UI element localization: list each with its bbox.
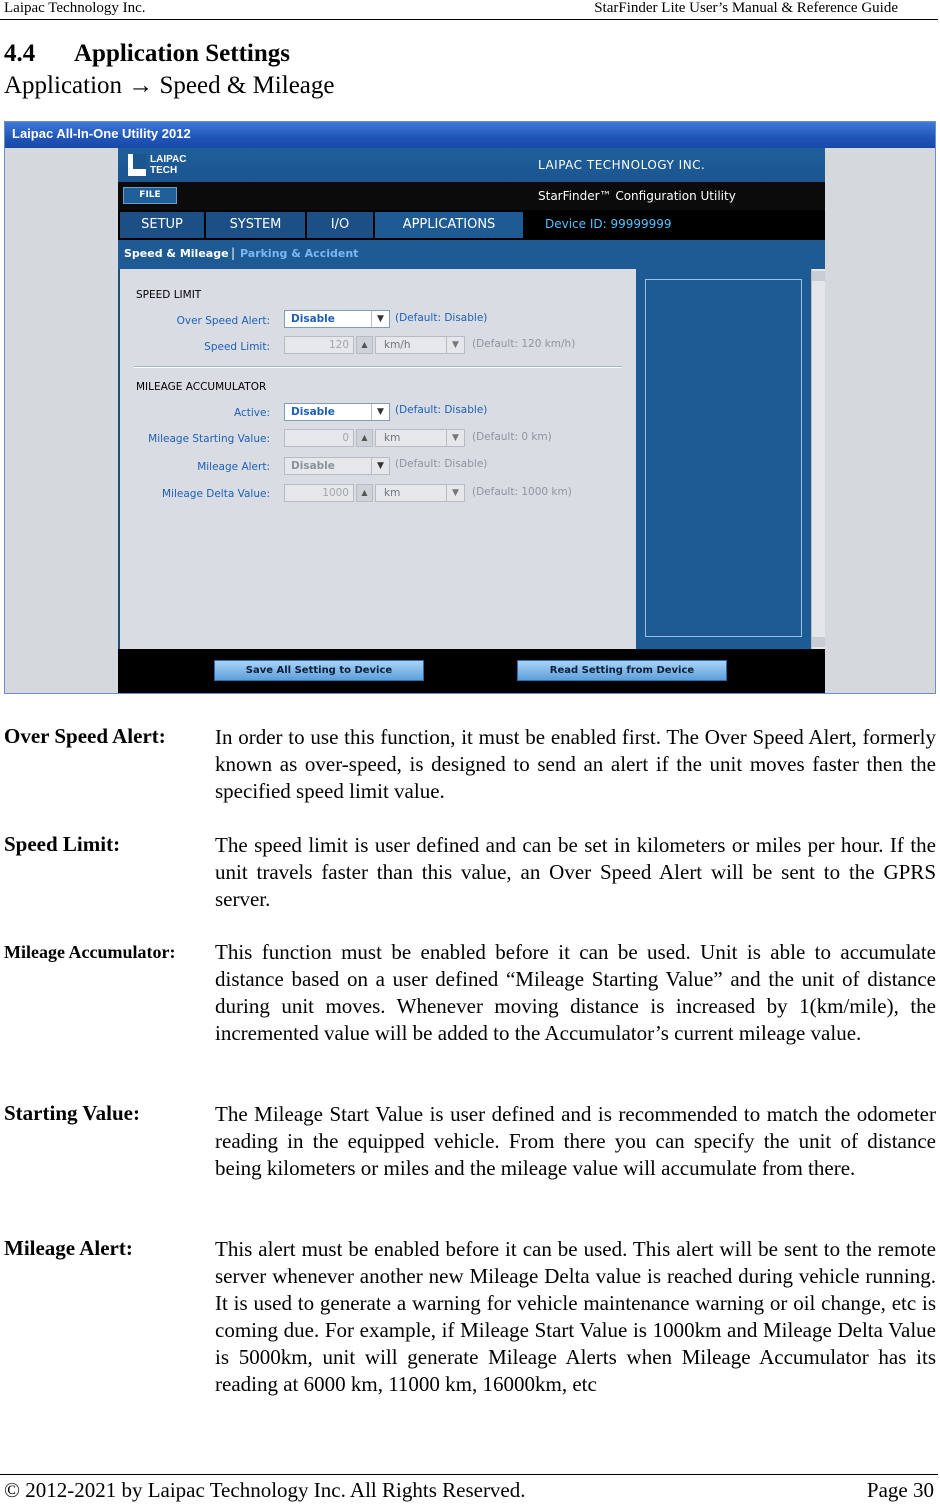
term-mileage-accumulator: Mileage Accumulator: xyxy=(4,942,176,962)
tab-setup[interactable]: SETUP xyxy=(120,212,204,238)
side-panel xyxy=(636,269,811,649)
speed-limit-default: (Default: 120 km/h) xyxy=(472,338,576,350)
file-menu-button[interactable]: FILE xyxy=(123,187,177,204)
active-select[interactable] xyxy=(284,403,390,421)
window-title: Laipac All-In-One Utility 2012 xyxy=(12,126,191,141)
chevron-down-icon: ▼ xyxy=(371,404,389,420)
mileage-alert-value: Disable xyxy=(291,460,335,472)
desc-mileage-alert: This alert must be enabled before it can be used. This alert will be sent to the remote server whenever another new Mileage Delta value is reached during vehicle running. It is used to generate a warning for vehicle maintenance warning or oil change, etc is coming due. For example, if Mileage Start Value is 1000km and Mileage Delta Value is 5000km, unit will generate Mileage Alerts when Mileage Accumulator has its reading at 6000 km, 11000 km, 16000km, etc xyxy=(215,1237,936,1396)
delta-unit-select[interactable] xyxy=(375,484,465,502)
settings-form xyxy=(120,269,636,649)
footer-copyright: © 2012-2021 by Laipac Technology Inc. All Rights Reserved. xyxy=(4,1478,526,1502)
footer-rule xyxy=(0,1474,938,1475)
delta-unit-value: km xyxy=(384,487,401,499)
speed-limit-label: Speed Limit: xyxy=(204,341,270,353)
over-speed-alert-label: Over Speed Alert: xyxy=(176,315,270,327)
logo-line-2: TECH xyxy=(150,165,178,176)
side-panel-frame xyxy=(645,279,802,637)
desc-starting-value: The Mileage Start Value is user defined and is recommended to match the odometer reading in the equipped vehicle. From there you can specify the unit of distance being kilometers or miles and the mileage value will accumulate from there. xyxy=(215,1102,936,1180)
tab-applications[interactable]: APPLICATIONS xyxy=(375,212,523,238)
over-speed-alert-select[interactable] xyxy=(284,310,390,328)
group-divider xyxy=(134,366,622,368)
scroll-down-icon[interactable] xyxy=(812,637,825,647)
header-rule xyxy=(0,19,938,20)
header-doc-title: StarFinder Lite User’s Manual & Reference Guide xyxy=(594,0,898,16)
chevron-down-icon: ▼ xyxy=(371,458,389,474)
chevron-down-icon: ▼ xyxy=(371,311,389,327)
speed-limit-group-title: SPEED LIMIT xyxy=(136,289,202,301)
section-number: 4.4 xyxy=(4,40,36,67)
active-label: Active: xyxy=(233,407,270,419)
term-mileage-alert: Mileage Alert: xyxy=(4,1236,133,1260)
save-all-settings-button[interactable]: Save All Setting to Device xyxy=(214,660,424,681)
app-screenshot xyxy=(4,121,936,694)
over-speed-default: (Default: Disable) xyxy=(395,312,488,324)
footer-page-number: Page 30 xyxy=(866,1478,934,1502)
chevron-down-icon: ▼ xyxy=(446,485,464,501)
logo-mark-icon xyxy=(128,154,146,176)
window-titlebar xyxy=(5,122,935,148)
tab-io[interactable]: I/O xyxy=(307,212,373,238)
scroll-up-icon[interactable] xyxy=(812,271,825,281)
spinner-icon[interactable]: ▲ xyxy=(356,484,373,502)
desc-over-speed-alert: In order to use this function, it must be enabled first. The Over Speed Alert, formerly known as over-speed, is designed to send an alert if the unit moves faster then the specified speed limit value. xyxy=(215,725,936,803)
chevron-down-icon: ▼ xyxy=(446,430,464,446)
sub-navigation xyxy=(118,240,825,269)
spinner-icon[interactable]: ▲ xyxy=(356,429,373,447)
mileage-delta-label: Mileage Delta Value: xyxy=(162,488,270,500)
term-speed-limit: Speed Limit: xyxy=(4,832,121,856)
mileage-alert-label: Mileage Alert: xyxy=(197,461,270,473)
menu-bar xyxy=(118,182,825,210)
active-value: Disable xyxy=(291,406,335,418)
action-bar xyxy=(118,649,825,694)
company-name: LAIPAC TECHNOLOGY INC. xyxy=(538,158,706,172)
mileage-delta-default: (Default: 1000 km) xyxy=(472,486,572,498)
laipac-logo xyxy=(128,154,200,178)
mileage-start-input[interactable]: 0 xyxy=(284,429,354,447)
mileage-start-label: Mileage Starting Value: xyxy=(148,433,270,445)
mileage-delta-input[interactable]: 1000 xyxy=(284,484,354,502)
read-settings-button[interactable]: Read Setting from Device xyxy=(517,660,727,681)
term-over-speed-alert: Over Speed Alert: xyxy=(4,724,166,748)
desc-mileage-accumulator: This function must be enabled before it can be used. Unit is able to accumulate distance based on a user defined “Mileage Starting Value” and the unit of distance during unit moves. Whenever moving distance is increased by 1(km/mile), the incremented value will be added to the Accumulator’s current mileage value. xyxy=(215,940,936,1045)
mileage-start-default: (Default: 0 km) xyxy=(472,431,552,443)
mileage-alert-select[interactable] xyxy=(284,457,390,475)
mileage-group-title: MILEAGE ACCUMULATOR xyxy=(136,381,267,393)
subnav-speed-mileage[interactable]: Speed & Mileage xyxy=(124,247,229,260)
subnav-separator: | xyxy=(231,246,236,260)
start-unit-select[interactable] xyxy=(375,429,465,447)
main-tabs xyxy=(118,210,825,240)
speed-limit-input[interactable]: 120 xyxy=(284,336,354,354)
mileage-alert-default: (Default: Disable) xyxy=(395,458,488,470)
subnav-parking-accident[interactable]: Parking & Accident xyxy=(240,247,359,260)
device-id: Device ID: 99999999 xyxy=(545,217,672,231)
logo-line-1: LAIPAC xyxy=(150,154,187,165)
section-subtitle: Application → Speed & Mileage xyxy=(4,72,335,99)
speed-unit-select[interactable] xyxy=(375,336,465,354)
start-unit-value: km xyxy=(384,432,401,444)
section-title: Application Settings xyxy=(74,40,291,67)
term-starting-value: Starting Value: xyxy=(4,1101,140,1125)
app-banner xyxy=(118,148,825,182)
utility-title: StarFinder™ Configuration Utility xyxy=(538,189,736,203)
over-speed-alert-value: Disable xyxy=(291,313,335,325)
app-window xyxy=(118,148,825,694)
chevron-down-icon: ▼ xyxy=(446,337,464,353)
spinner-icon[interactable]: ▲ xyxy=(356,336,373,354)
header-company: Laipac Technology Inc. xyxy=(4,0,146,16)
desc-speed-limit: The speed limit is user defined and can be set in kilometers or miles per hour. If the unit travels faster than this value, an Over Speed Alert will be sent to the GPRS server. xyxy=(215,833,936,911)
vertical-scrollbar[interactable] xyxy=(811,269,825,649)
tab-system[interactable]: SYSTEM xyxy=(206,212,305,238)
speed-unit-value: km/h xyxy=(384,339,411,351)
logo-text xyxy=(150,154,186,176)
active-default: (Default: Disable) xyxy=(395,404,488,416)
